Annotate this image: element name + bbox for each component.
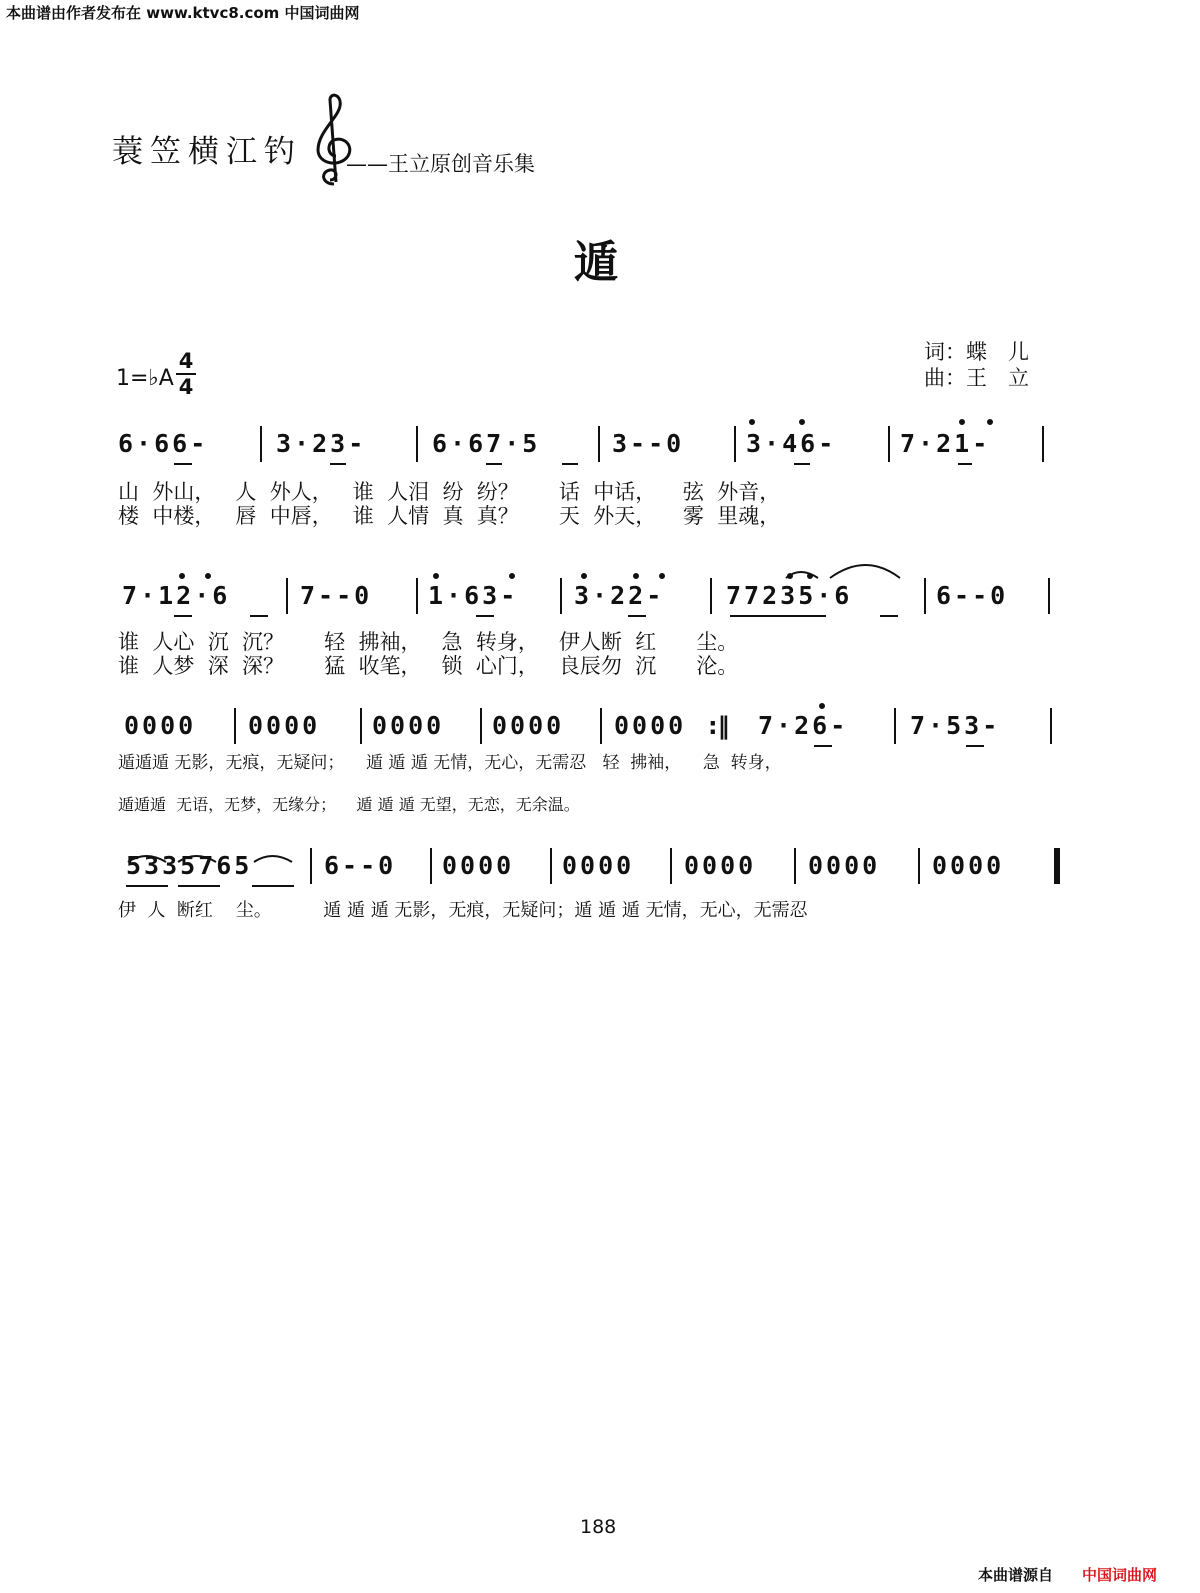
- bar-line: [416, 426, 418, 462]
- bar-line: [234, 708, 236, 744]
- composer-credit: 曲：王 立: [924, 366, 1029, 390]
- measure: 0000: [808, 851, 881, 880]
- repeat-sign: :‖: [708, 712, 730, 740]
- bar-line: [710, 578, 712, 614]
- measure: 77235·6: [726, 581, 853, 610]
- footer-site: 中国词曲网: [1082, 1566, 1158, 1584]
- final-bar-line: [1054, 848, 1060, 884]
- measure: 7·21-: [900, 429, 991, 458]
- measure: 6--0: [936, 581, 1009, 610]
- measure: 3--0: [612, 429, 685, 458]
- time-signature: [176, 350, 196, 398]
- lyric-line: 遁遁遁 无语，无梦，无缘分； 遁 遁 遁 无望，无恋，无余温。: [118, 795, 580, 814]
- footer-source: 本曲谱源自: [978, 1566, 1054, 1584]
- bar-line: [1050, 708, 1052, 744]
- collection-title: 蓑笠横江钓: [112, 134, 302, 170]
- bar-line: [734, 426, 736, 462]
- measure: 7--0: [300, 581, 373, 610]
- measure: 0000: [932, 851, 1005, 880]
- measure: 0000: [372, 711, 445, 740]
- measure: 0000: [614, 711, 687, 740]
- bar-line: [1042, 426, 1044, 462]
- measure: 0000: [442, 851, 515, 880]
- bar-line: [888, 426, 890, 462]
- measure: 3·23-: [276, 429, 367, 458]
- notation-row-2: [110, 576, 1070, 616]
- bar-line: [598, 426, 600, 462]
- bar-line: [480, 708, 482, 744]
- lyric-line: 山 外山， 人 外人， 谁 人泪 纷 纷？ 话 中话， 弦 外音，: [118, 480, 781, 504]
- bar-line: [360, 708, 362, 744]
- notation-row-4: [110, 846, 1070, 886]
- measure: 0000: [562, 851, 635, 880]
- measure: 1·63-: [428, 581, 519, 610]
- bar-line: [1048, 578, 1050, 614]
- key-signature: 1=♭A: [116, 366, 174, 391]
- song-title: 遁: [574, 237, 618, 288]
- bar-line: [430, 848, 432, 884]
- source-banner: 本曲谱由作者发布在 www.ktvc8.com 中国词曲网: [6, 4, 360, 22]
- measure: 6·66-: [118, 429, 209, 458]
- measure: 6--0: [324, 851, 397, 880]
- bar-line: [600, 708, 602, 744]
- measure: 5335765: [126, 851, 253, 880]
- bar-line: [794, 848, 796, 884]
- page-number: 188: [580, 1516, 617, 1538]
- bar-line: [416, 578, 418, 614]
- lyricist-credit: 词：蝶 儿: [924, 340, 1029, 364]
- bar-line: [286, 578, 288, 614]
- measure: 7·26-: [758, 711, 849, 740]
- measure: 3·46-: [746, 429, 837, 458]
- bar-line: [924, 578, 926, 614]
- measure: 0000: [492, 711, 565, 740]
- notation-row-3: [110, 706, 1070, 746]
- time-signature-top: 4: [178, 349, 194, 373]
- bar-line: [260, 426, 262, 462]
- bar-line: [670, 848, 672, 884]
- time-signature-bottom: 4: [178, 375, 194, 399]
- bar-line: [560, 578, 562, 614]
- measure: 7·12·6: [122, 581, 231, 610]
- measure: 3·22-: [574, 581, 665, 610]
- collection-subtitle: ——王立原创音乐集: [346, 152, 535, 176]
- measure: 0000: [124, 711, 197, 740]
- lyric-line: 楼 中楼， 唇 中唇， 谁 人情 真 真？ 天 外天， 雾 里魂，: [118, 504, 781, 528]
- lyric-line: 伊 人 断红 尘。 遁 遁 遁 无影，无痕，无疑问；遁 遁 遁 无情，无心，无需忍: [118, 900, 808, 921]
- lyric-line: 遁遁遁 无影，无痕，无疑问； 遁 遁 遁 无情，无心，无需忍 轻 拂袖， 急 转身，: [118, 753, 782, 773]
- measure: 0000: [684, 851, 757, 880]
- bar-line: [550, 848, 552, 884]
- notation-row-1: [110, 424, 1070, 464]
- measure: 6·67·5: [432, 429, 541, 458]
- bar-line: [918, 848, 920, 884]
- measure: 7·53-: [910, 711, 1001, 740]
- bar-line: [310, 848, 312, 884]
- measure: 0000: [248, 711, 321, 740]
- lyric-line: 谁 人心 沉 沉？ 轻 拂袖， 急 转身， 伊人断 红 尘。: [118, 630, 739, 654]
- lyric-line: 谁 人梦 深 深？ 猛 收笔， 锁 心门， 良辰勿 沉 沦。: [118, 654, 739, 678]
- bar-line: [894, 708, 896, 744]
